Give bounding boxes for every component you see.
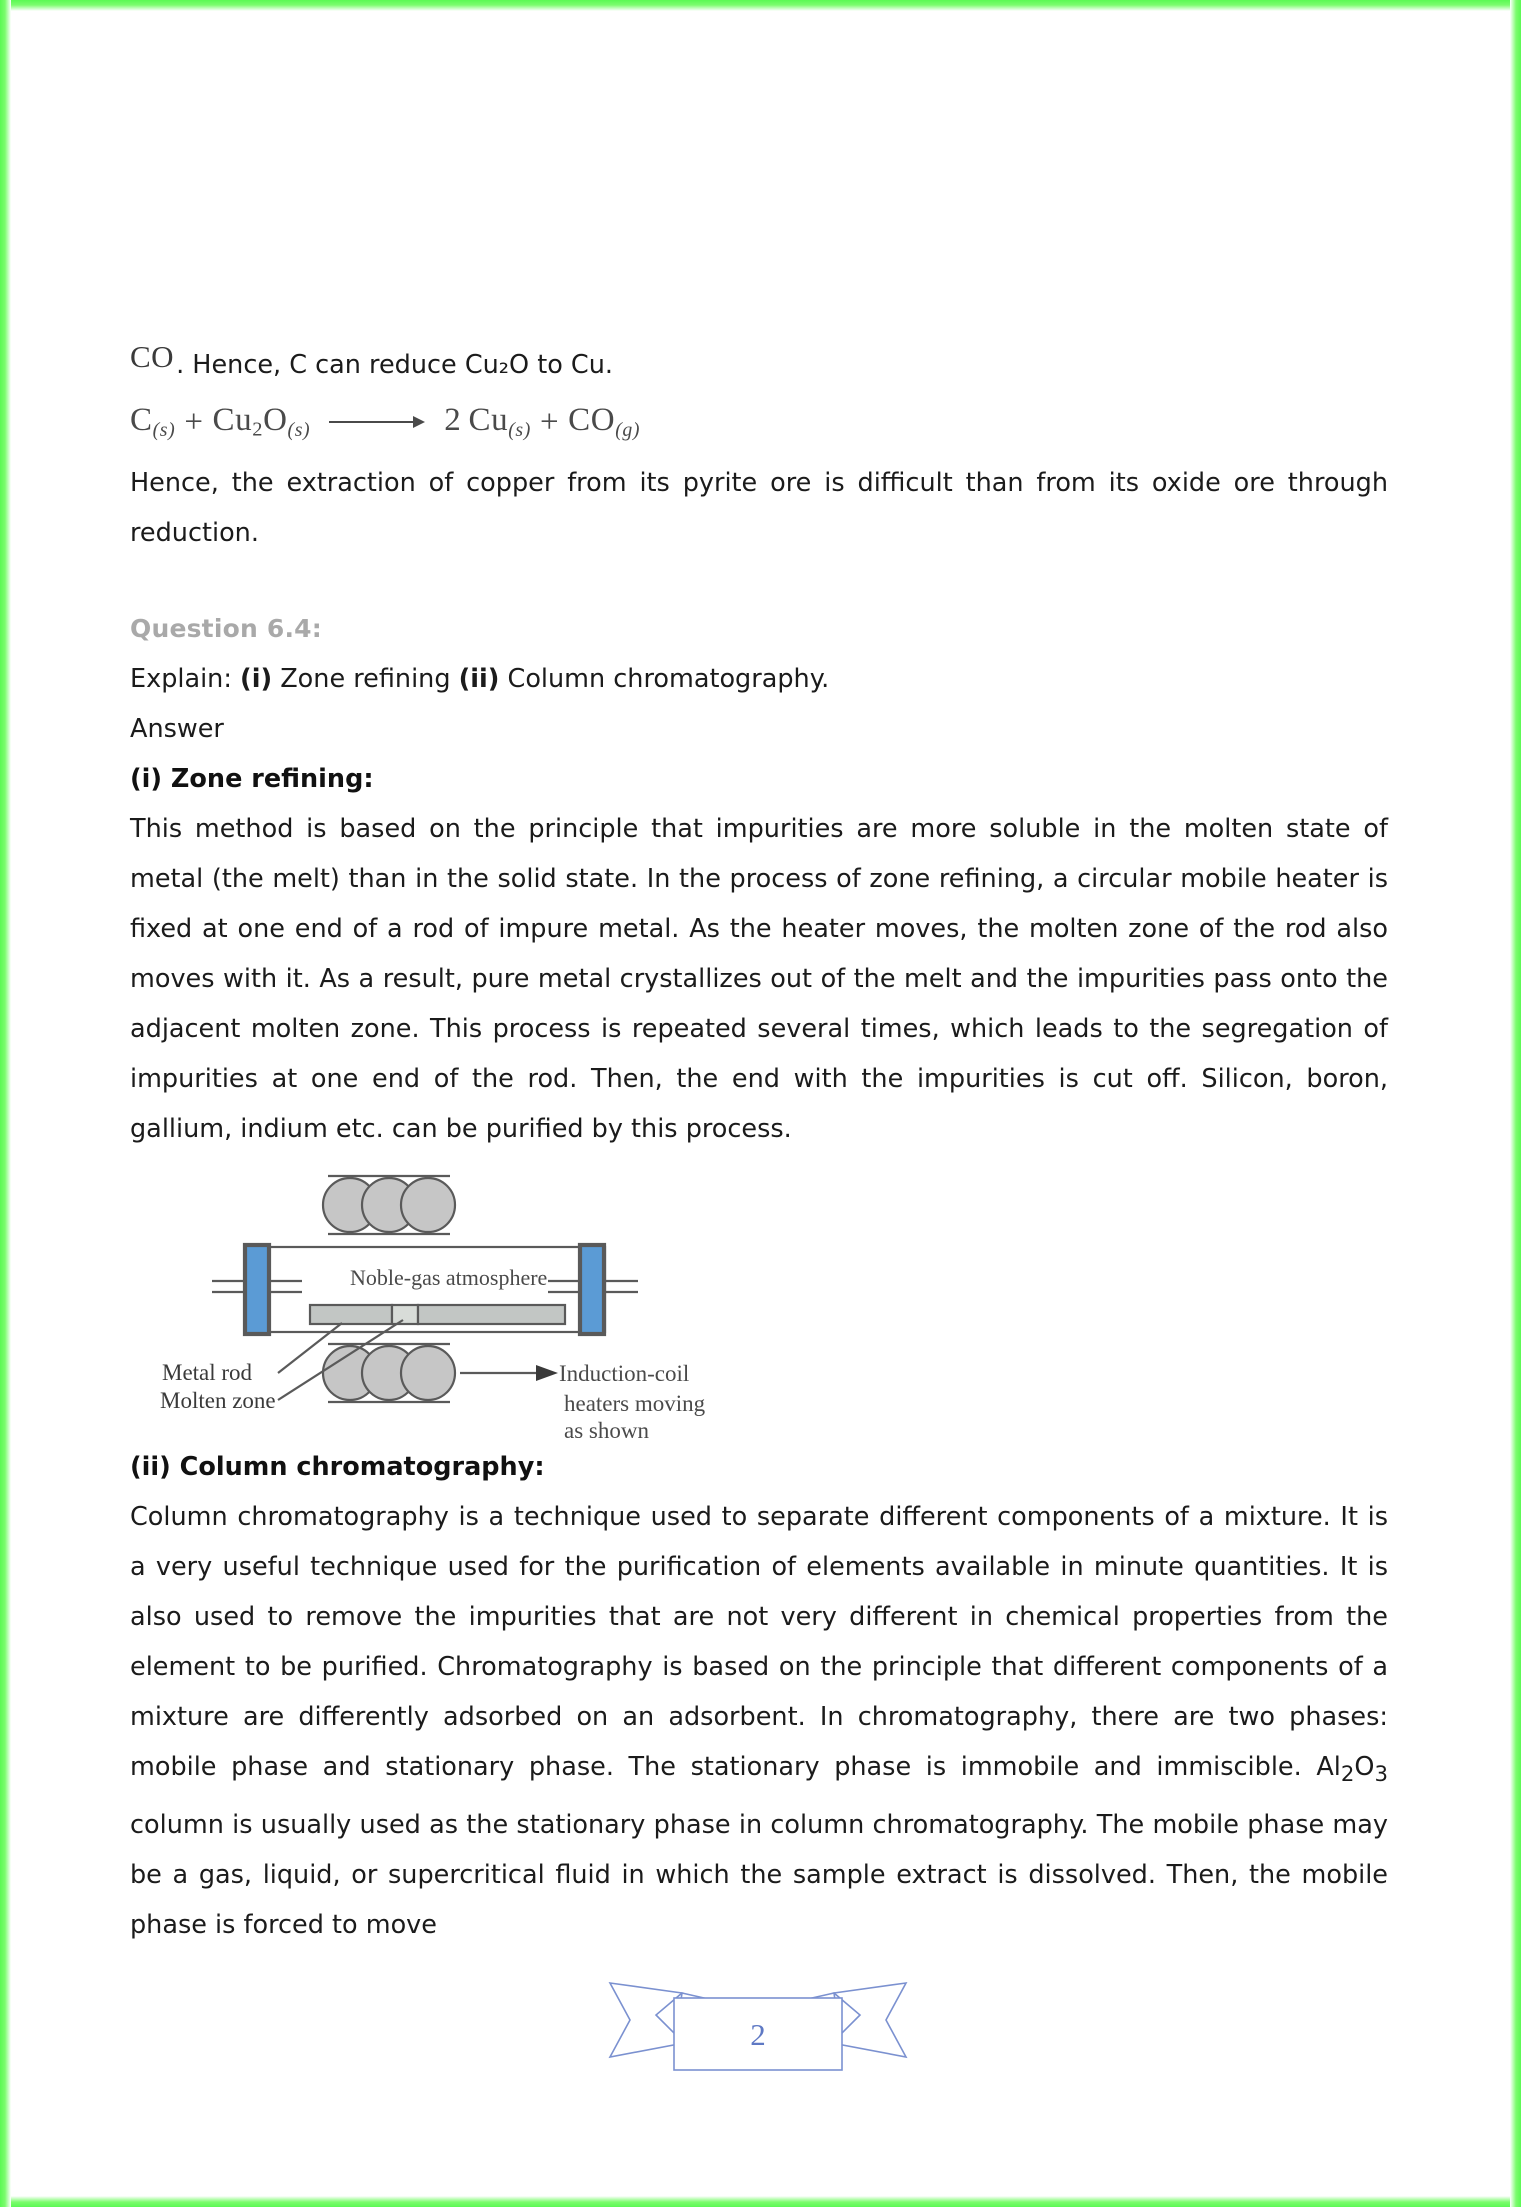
question-part-i-marker: (i) <box>240 664 273 694</box>
equation-reactant-2: $Cu_2O(s)$ <box>212 402 311 441</box>
page-border-left <box>0 0 11 2207</box>
answer-label: Answer <box>130 714 224 744</box>
chemical-equation <box>130 398 1388 446</box>
al2o3-o: O <box>1354 1752 1375 1782</box>
document-content <box>130 340 1388 1950</box>
section-spacer <box>130 558 1388 604</box>
equation-plus-2: + <box>539 403 560 440</box>
equation-reactant-1: C(s) <box>130 402 176 441</box>
page-number-ribbon <box>608 1965 908 2075</box>
page-border-bottom <box>0 2196 1521 2207</box>
page-number-text: 2 <box>750 2017 766 2052</box>
figure-label-noble-gas: Noble-gas atmosphere <box>350 1265 548 1290</box>
figure-label-induction-2: heaters moving <box>564 1391 706 1416</box>
paragraph-zone-refining: This method is based on the principle that impurities are more soluble in the molten state of metal (the melt) than in the solid state. In the process of zone refining, a circular mobile heater is fixed at one end of a rod of impure metal. As the heater moves, the molten zone of the rod also moves with it. As a result, pure metal crystallizes out of the melt and the impurities pass onto the adjacent molten zone. This process is repeated several times, which leads to the segregation of impurities at one end of the rod. Then, the end with the impurities is cut off. Silicon, boron, gallium, indium etc. can be purified by this process. <box>130 814 1388 1144</box>
figure-label-molten-zone: Molten zone <box>160 1388 276 1413</box>
question-text-i: Zone refining <box>272 664 459 694</box>
page-border-right <box>1510 0 1521 2207</box>
reaction-arrow-icon <box>329 416 425 428</box>
al2o3-sub-2: 2 <box>1340 1762 1355 1788</box>
equation-product-1: 2 Cu(s) <box>444 402 531 441</box>
question-label: Question 6.4: <box>130 614 322 643</box>
formula-fragment-line <box>130 340 1388 390</box>
equation-product-2: CO(g) <box>568 402 641 441</box>
equation-plus-1: + <box>184 403 204 440</box>
question-text-ii: Column chromatography. <box>499 664 830 694</box>
zone-refining-figure <box>160 1168 780 1438</box>
heading-zone-refining: (i) Zone refining: <box>130 764 374 794</box>
co-formula: CO <box>130 339 175 374</box>
chromatography-text-part-1: Column chromatography is a technique used to separate different components of a mixture. It is a very useful technique used for the purification of elements available in minute quantities. It is also used to remove the impurities that are not very different in chemical properties from the element to be purified. Chromatography is based on the principle that different components of a mixture are differently adsorbed on an adsorbent. In chromatography, there are two phases: mobile phase and stationary phase. The stationary phase is immobile and immiscible. Al <box>130 1502 1388 1782</box>
paragraph-column-chromatography <box>130 1492 1388 1950</box>
page-border-top <box>0 0 1521 11</box>
question-statement <box>130 654 1388 704</box>
chromatography-text-part-2: column is usually used as the stationary phase in column chromatography. The mobile phase may be a gas, liquid, or supercritical fluid in which the sample extract is dissolved. Then, the mobile phase is forced to move <box>130 1810 1388 1941</box>
fragment-sentence: . Hence, C can reduce Cu₂O to Cu. <box>176 350 613 380</box>
heading-column-chromatography: (ii) Column chromatography: <box>130 1452 545 1482</box>
question-part-ii-marker: (ii) <box>458 664 500 694</box>
figure-label-induction-1: Induction-coil <box>559 1361 690 1386</box>
question-prefix: Explain: <box>130 664 241 694</box>
al2o3-sub-3: 3 <box>1374 1762 1388 1788</box>
figure-label-metal-rod: Metal rod <box>162 1360 253 1385</box>
figure-label-induction-3: as shown <box>564 1418 649 1438</box>
paragraph-intro: Hence, the extraction of copper from its pyrite ore is difficult than from its oxide ore through reduction. <box>130 468 1388 548</box>
